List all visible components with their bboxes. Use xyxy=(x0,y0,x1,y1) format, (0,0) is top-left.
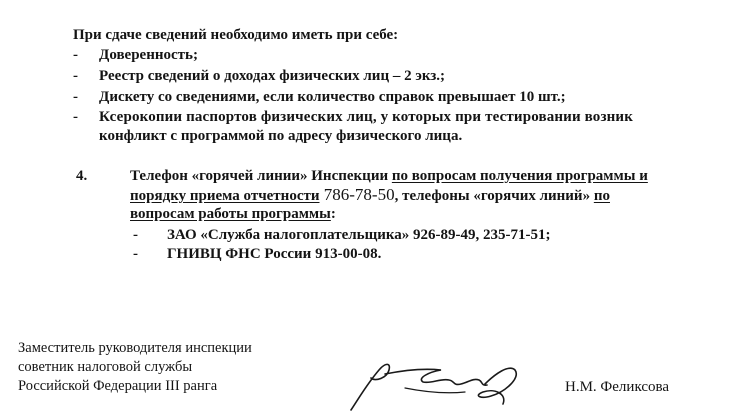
section4-line3 xyxy=(130,205,336,223)
section4-text: , телефоны «горячих линий» xyxy=(394,188,594,204)
signatory-name: Н.М. Феликсова xyxy=(565,379,670,395)
sub-list-item: ГНИВЦ ФНС России 913-00-08. xyxy=(167,246,382,262)
section4-underlined-text: порядку приема отчетности xyxy=(130,188,320,204)
list-item: Доверенность; xyxy=(99,47,198,63)
list-item: Дискету со сведениями, если количество справок превышает 10 шт.; xyxy=(99,89,566,105)
signatory-title-line: Заместитель руководителя инспекции xyxy=(18,340,252,356)
section4-line2 xyxy=(130,186,610,205)
section4-underlined-text: по вопросам получения программы и xyxy=(391,168,648,184)
signatory-title-line: советник налоговой службы xyxy=(18,359,193,375)
handwritten-signature xyxy=(345,348,530,414)
bullet-dash: - xyxy=(133,246,138,262)
signatory-title-line: Российской Федерации III ранга xyxy=(18,378,218,394)
section4-line1 xyxy=(130,167,648,185)
phone-number: 786-78-50 xyxy=(319,185,395,204)
bullet-dash: - xyxy=(73,109,78,125)
intro-line: При сдаче сведений необходимо иметь при себе: xyxy=(73,27,399,43)
list-item-continuation: конфликт с программой по адресу физического лица. xyxy=(99,128,463,144)
bullet-dash: - xyxy=(73,68,78,84)
section4-underlined-text: по xyxy=(593,188,610,204)
section4-text: : xyxy=(330,206,336,222)
list-item: Ксерокопии паспортов физических лиц, у которых при тестировании возник xyxy=(99,109,634,125)
section4-text: Телефон «горячей линии» Инспекции xyxy=(130,168,392,184)
bullet-dash: - xyxy=(73,47,78,63)
list-item: Реестр сведений о доходах физических лиц – 2 экз.; xyxy=(99,68,446,84)
section-number: 4. xyxy=(76,168,88,184)
section4-underlined-text: вопросам работы программы xyxy=(130,206,331,222)
bullet-dash: - xyxy=(133,227,138,243)
sub-list-item: ЗАО «Служба налогоплательщика» 926-89-49, 235-71-51; xyxy=(167,227,551,243)
bullet-dash: - xyxy=(73,89,78,105)
